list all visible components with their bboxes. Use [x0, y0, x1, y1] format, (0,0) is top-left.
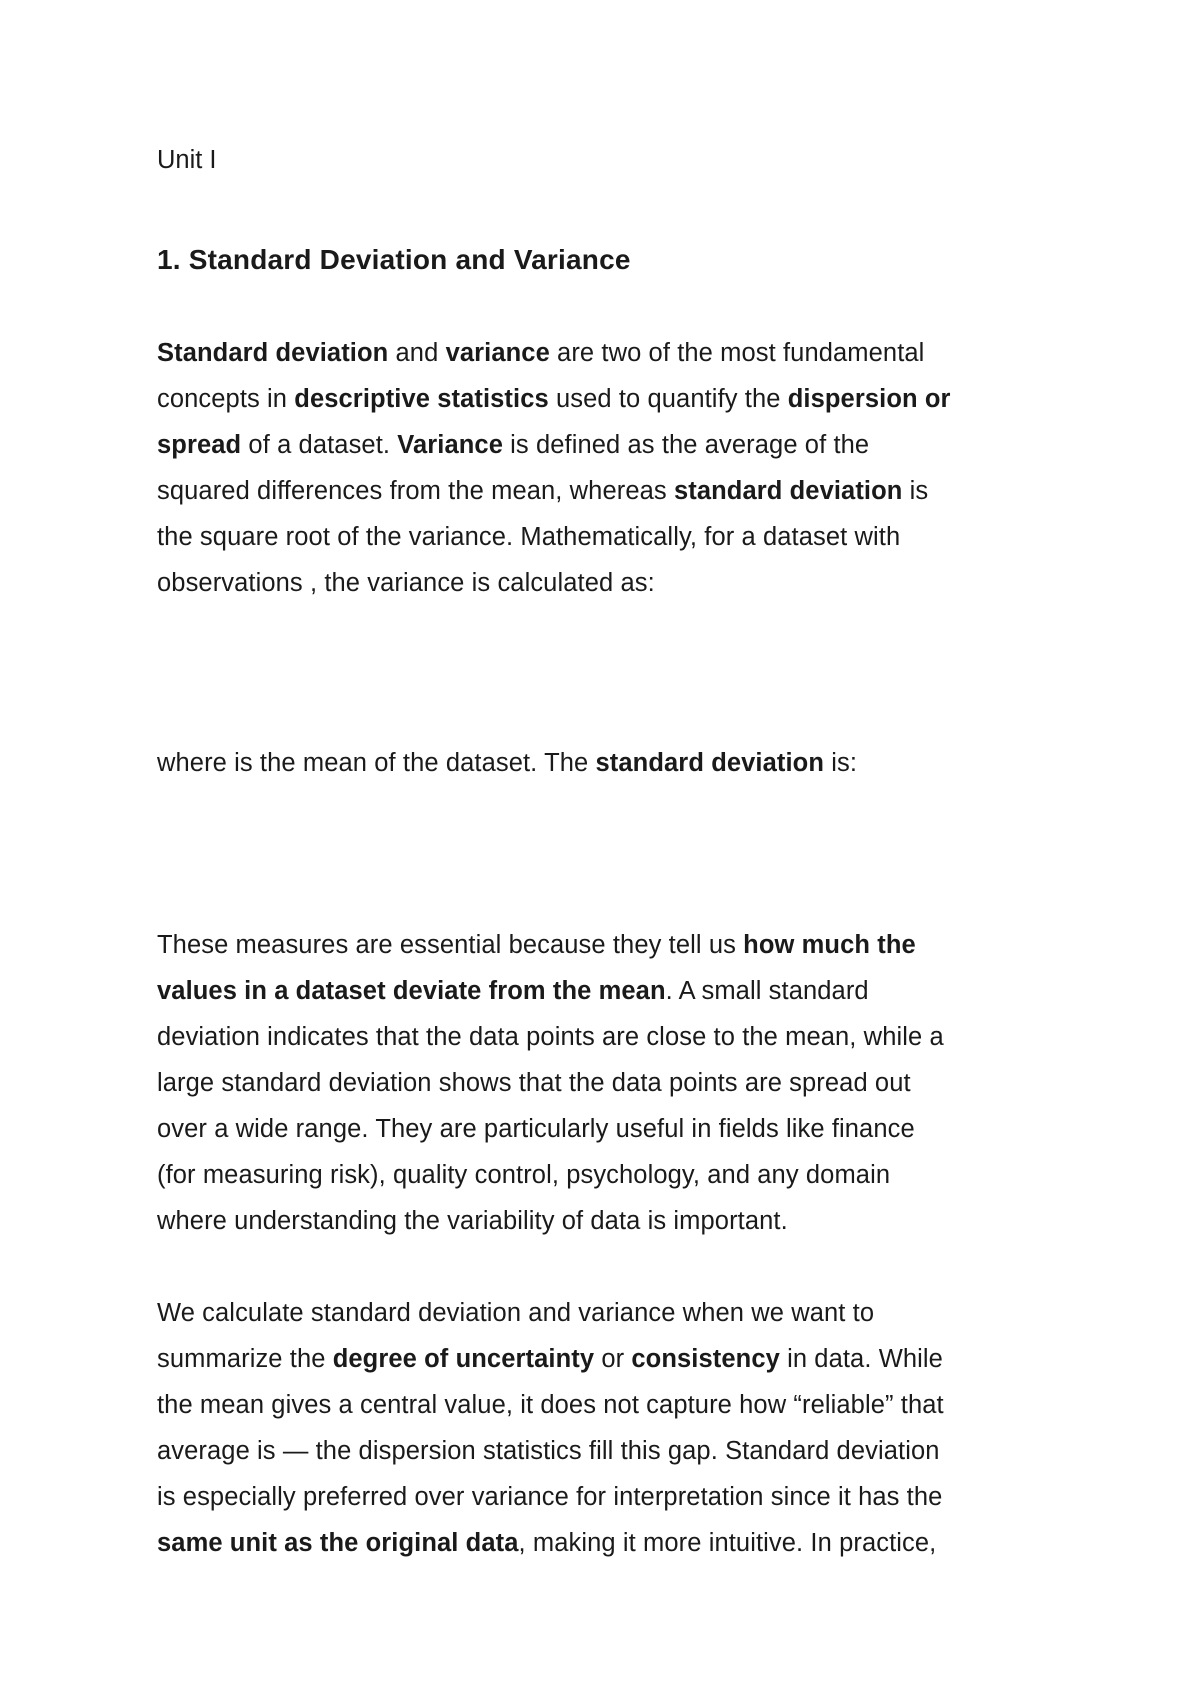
paragraph-line: the square root of the variance. Mathematically, for a dataset with — [157, 523, 901, 551]
bold-term: variance — [445, 339, 550, 367]
bold-term: spread — [157, 431, 242, 459]
text-run: These measures are essential because they tell us — [157, 931, 744, 959]
bold-term: consistency — [631, 1345, 780, 1373]
bold-term: same unit as the original data — [157, 1529, 519, 1557]
bold-term: standard deviation — [673, 477, 903, 505]
text-run: , making it more intuitive. In practice, — [518, 1529, 937, 1557]
unit-label: Unit I — [157, 146, 217, 174]
paragraph-line: (for measuring risk), quality control, psychology, and any domain — [157, 1161, 891, 1189]
paragraph-line — [157, 376, 1057, 422]
bold-term: Variance — [397, 431, 503, 459]
text-run: used to quantify the — [548, 385, 788, 413]
bold-term: standard deviation — [595, 749, 825, 777]
bold-term: descriptive statistics — [294, 385, 549, 413]
paragraph-line — [157, 922, 1057, 968]
text-run: concepts in — [157, 385, 295, 413]
text-run: is defined as the average of the — [502, 431, 870, 459]
paragraph-line — [157, 968, 1057, 1014]
paragraph-line: is especially preferred over variance for interpretation since it has the — [157, 1483, 943, 1511]
text-run: and — [388, 339, 446, 367]
paragraph-line: over a wide range. They are particularly useful in fields like finance — [157, 1115, 915, 1143]
text-run: . A small standard — [665, 977, 869, 1005]
text-run: squared differences from the mean, whereas — [157, 477, 674, 505]
paragraph-line: the mean gives a central value, it does not capture how “reliable” that — [157, 1391, 944, 1419]
text-run: is — [902, 477, 929, 505]
bold-term: Standard deviation — [157, 339, 389, 367]
paragraph-importance — [157, 922, 1057, 1244]
paragraph-line: observations , the variance is calculated as: — [157, 569, 655, 597]
paragraph-line: average is — the dispersion statistics fill this gap. Standard deviation — [157, 1437, 940, 1465]
variance-formula-blank — [157, 610, 1057, 720]
paragraph-line: where understanding the variability of data is important. — [157, 1207, 788, 1235]
paragraph-line — [157, 330, 1057, 376]
paragraph-line — [157, 468, 1057, 514]
text-run: of a dataset. — [241, 431, 398, 459]
paragraph-mean-note — [157, 740, 1057, 786]
bold-term: values in a dataset deviate from the mean — [157, 977, 666, 1005]
paragraph-line: deviation indicates that the data points are close to the mean, while a — [157, 1023, 944, 1051]
text-run: are two of the most fundamental — [549, 339, 925, 367]
paragraph-line — [157, 1520, 1057, 1566]
paragraph-when-to-use — [157, 1290, 1057, 1566]
text-run: where is the mean of the dataset. The — [157, 749, 596, 777]
bold-term: dispersion or — [787, 385, 951, 413]
paragraph-line — [157, 740, 1057, 786]
standard-deviation-formula-blank — [157, 800, 1057, 900]
section-heading: 1. Standard Deviation and Variance — [157, 244, 631, 275]
paragraph-line — [157, 422, 1057, 468]
text-run: summarize the — [157, 1345, 333, 1373]
bold-term: how much the — [743, 931, 916, 959]
text-run: in data. While — [779, 1345, 943, 1373]
bold-term: degree of uncertainty — [332, 1345, 595, 1373]
paragraph-line: We calculate standard deviation and variance when we want to — [157, 1299, 875, 1327]
text-run: is: — [824, 749, 858, 777]
text-run: or — [594, 1345, 632, 1373]
paragraph-line — [157, 1336, 1057, 1382]
paragraph-line: large standard deviation shows that the data points are spread out — [157, 1069, 911, 1097]
paragraph-definition — [157, 330, 1057, 606]
